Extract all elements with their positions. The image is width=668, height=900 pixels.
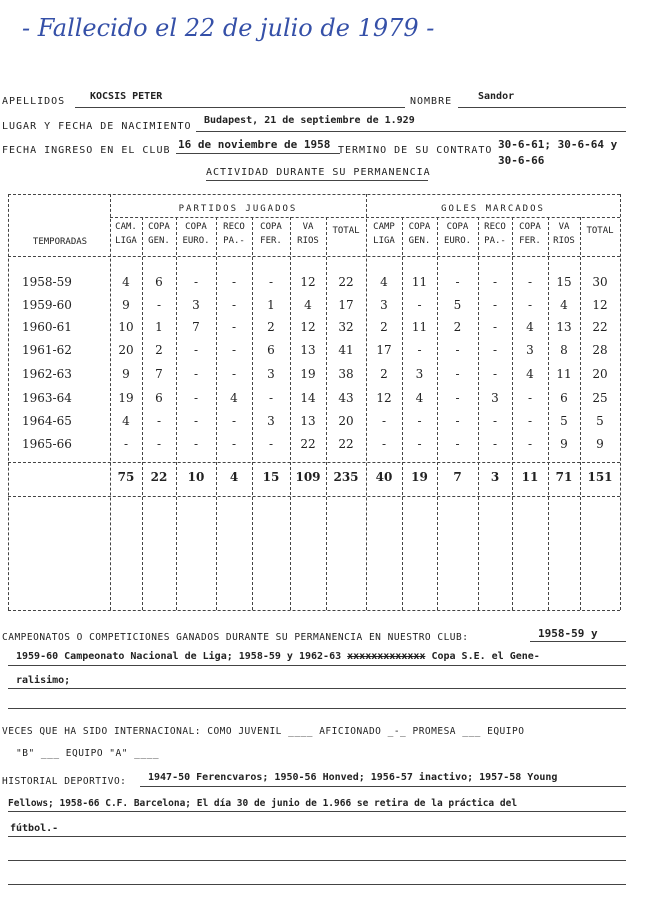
lugar-label: LUGAR Y FECHA DE NACIMIENTO [2, 121, 192, 132]
table-cell: - [527, 275, 533, 289]
column-header: CAM. LIGA [115, 222, 137, 246]
table-cell: - [492, 437, 498, 451]
column-header: COPA FER. [519, 222, 541, 246]
table-cell: 3 [192, 298, 200, 312]
column-header: VA RIOS [553, 222, 575, 246]
season-label: 1964-65 [22, 414, 72, 428]
table-cell: - [455, 391, 460, 405]
table-cell: 12 [376, 391, 392, 405]
table-cell: - [381, 414, 387, 428]
total-cell: 40 [375, 470, 393, 484]
total-cell: 7 [453, 470, 462, 484]
actividad-label: ACTIVIDAD DURANTE SU PERMANENCIA [206, 167, 431, 178]
table-cell: 11 [556, 367, 572, 381]
table-cell: 4 [526, 367, 534, 381]
partidos-header: PARTIDOS JUGADOS [178, 204, 298, 214]
total-cell: 22 [150, 470, 168, 484]
nombre-value: Sandor [478, 91, 515, 102]
table-cell: 38 [338, 367, 354, 381]
table-cell: 6 [560, 391, 568, 405]
table-cell: - [268, 391, 274, 405]
contrato-label: TERMINO DE SU CONTRATO [338, 145, 493, 156]
total-cell: 3 [490, 470, 500, 484]
table-cell: 4 [122, 275, 130, 289]
table-cell: - [417, 437, 422, 451]
lugar-value: Budapest, 21 de septiembre de 1.929 [204, 115, 415, 126]
column-header: VA RIOS [297, 222, 319, 246]
historial-label: HISTORIAL DEPORTIVO: [2, 776, 127, 787]
table-cell: - [417, 414, 422, 428]
column-header: TOTAL [332, 226, 360, 236]
table-cell: 2 [453, 320, 462, 334]
total-cell: 109 [295, 470, 321, 484]
table-cell: - [417, 298, 422, 312]
column-header: COPA EURO. [443, 222, 472, 246]
campeonatos-line3: ralisimo; [16, 675, 71, 686]
contrato-value-2: 30-6-66 [498, 154, 545, 167]
table-cell: - [268, 275, 274, 289]
table-cell: - [231, 298, 237, 312]
goles-header: GOLES MARCADOS [441, 204, 545, 214]
total-cell: 75 [117, 470, 135, 484]
table-cell: 19 [118, 391, 134, 405]
table-cell: 7 [192, 320, 200, 334]
table-cell: - [231, 275, 237, 289]
column-header: COPA EURO. [182, 222, 210, 246]
total-cell: 10 [187, 470, 205, 484]
season-label: 1958-59 [22, 275, 72, 289]
table-cell: - [527, 414, 533, 428]
nombre-label: NOMBRE [410, 96, 453, 107]
table-cell: 14 [300, 391, 316, 405]
table-cell: 5 [453, 298, 462, 312]
column-header: COPA GEN. [148, 222, 170, 246]
table-cell: - [527, 437, 533, 451]
table-cell: - [193, 367, 199, 381]
struck-text: xxxxxxxxxxxxx [347, 651, 426, 662]
table-cell: - [527, 391, 533, 405]
season-label: 1960-61 [22, 320, 72, 334]
table-cell: 9 [560, 437, 568, 451]
total-cell: 19 [411, 470, 428, 484]
table-cell: 12 [592, 298, 608, 312]
table-cell: - [193, 391, 199, 405]
table-cell: - [492, 343, 498, 357]
table-cell: - [231, 320, 237, 334]
historial-line3: fútbol.- [10, 823, 59, 834]
table-cell: - [231, 343, 237, 357]
column-header: COPA GEN. [408, 222, 431, 246]
handwritten-note: - Fallecido el 22 de julio de 1979 - [22, 14, 435, 42]
table-cell: - [492, 414, 498, 428]
table-cell: 9 [122, 367, 130, 381]
table-cell: 4 [526, 320, 534, 334]
season-label: 1961-62 [22, 343, 72, 357]
column-header: RECO PA.- [484, 222, 506, 246]
column-header: TOTAL [586, 226, 614, 236]
table-cell: - [156, 298, 162, 312]
table-cell: 20 [338, 414, 354, 428]
table-cell: 9 [122, 298, 130, 312]
table-cell: 4 [122, 414, 130, 428]
campeonatos-label: CAMPEONATOS O COMPETICIONES GANADOS DURANTE SU PERMANENCIA EN NUESTRO CLUB: [2, 632, 469, 643]
table-cell: 13 [300, 414, 316, 428]
total-cell: 235 [333, 470, 359, 484]
total-cell: 11 [521, 470, 539, 484]
table-cell: 11 [411, 275, 428, 289]
table-cell: 13 [556, 320, 572, 334]
ingreso-value: 16 de noviembre de 1958 [178, 138, 331, 151]
table-cell: 22 [592, 320, 608, 334]
table-cell: 4 [415, 391, 424, 405]
table-cell: 4 [380, 275, 388, 289]
table-cell: 30 [592, 275, 608, 289]
internacional-line2: "B" ___ EQUIPO "A" ____ [16, 748, 160, 759]
table-cell: 20 [592, 367, 608, 381]
table-cell: 15 [556, 275, 572, 289]
table-cell: 3 [491, 391, 499, 405]
table-cell: 17 [376, 343, 392, 357]
table-cell: - [268, 437, 274, 451]
table-cell: 1 [267, 298, 275, 312]
total-cell: 4 [229, 470, 239, 484]
table-cell: 6 [155, 391, 163, 405]
table-cell: - [193, 414, 199, 428]
table-cell: 3 [526, 343, 534, 357]
internacional-line1: VECES QUE HA SIDO INTERNACIONAL: COMO JUVENIL ____ AFICIONADO _-_ PROMESA ___ EQUIPO [2, 726, 525, 737]
table-cell: 3 [267, 367, 275, 381]
column-header: RECO PA.- [223, 222, 245, 246]
table-cell: - [455, 414, 460, 428]
table-cell: 12 [300, 275, 316, 289]
table-cell: - [231, 367, 237, 381]
table-cell: 4 [560, 298, 568, 312]
table-cell: - [492, 320, 498, 334]
total-cell: 71 [555, 470, 573, 484]
table-cell: 11 [411, 320, 428, 334]
table-cell: 22 [300, 437, 316, 451]
table-cell: 4 [230, 391, 238, 405]
season-label: 1963-64 [22, 391, 72, 405]
table-cell: - [231, 414, 237, 428]
table-cell: - [193, 343, 199, 357]
season-label: 1965-66 [22, 437, 72, 451]
table-cell: - [492, 367, 498, 381]
table-cell: 5 [596, 414, 604, 428]
table-cell: 12 [300, 320, 316, 334]
table-cell: 28 [592, 343, 608, 357]
table-cell: 19 [300, 367, 316, 381]
table-cell: - [193, 275, 199, 289]
table-cell: - [527, 298, 533, 312]
table-cell: 41 [338, 343, 354, 357]
table-cell: - [417, 343, 422, 357]
table-cell: 6 [155, 275, 163, 289]
ingreso-label: FECHA INGRESO EN EL CLUB [2, 145, 171, 156]
table-cell: - [455, 343, 460, 357]
table-cell: 2 [380, 367, 388, 381]
total-cell: 15 [262, 470, 280, 484]
table-cell: 4 [304, 298, 312, 312]
table-cell: - [455, 275, 460, 289]
apellidos-value: KOCSIS PETER [90, 91, 163, 102]
table-cell: 2 [380, 320, 388, 334]
table-cell: 2 [155, 343, 163, 357]
table-cell: 2 [267, 320, 275, 334]
season-label: 1962-63 [22, 367, 72, 381]
table-cell: 17 [338, 298, 354, 312]
table-cell: - [381, 437, 387, 451]
table-cell: 8 [560, 343, 568, 357]
column-header: COPA FER. [260, 222, 282, 246]
table-cell: - [492, 275, 498, 289]
table-cell: 25 [592, 391, 608, 405]
campeonatos-line2: 1959-60 Campeonato Nacional de Liga; 1958-59 y 1962-63 xxxxxxxxxxxxx Copa S.E. el Gene- [16, 651, 540, 662]
historial-line1: 1947-50 Ferencvaros; 1950-56 Honved; 1956-57 inactivo; 1957-58 Young [148, 772, 558, 783]
table-cell: - [193, 437, 199, 451]
table-cell: 20 [118, 343, 134, 357]
table-cell: - [231, 437, 237, 451]
table-cell: - [123, 437, 129, 451]
apellidos-label: APELLIDOS [2, 96, 66, 107]
table-cell: 3 [380, 298, 388, 312]
table-cell: - [455, 367, 460, 381]
table-cell: 6 [267, 343, 275, 357]
table-cell: 22 [338, 437, 354, 451]
table-cell: 3 [415, 367, 424, 381]
campeonatos-line1-value: 1958-59 y [538, 627, 598, 640]
table-cell: - [455, 437, 460, 451]
table-cell: 3 [267, 414, 275, 428]
table-cell: - [156, 414, 162, 428]
table-cell: 7 [155, 367, 163, 381]
table-cell: 1 [155, 320, 163, 334]
column-header: CAMP LIGA [373, 222, 395, 246]
table-cell: 10 [118, 320, 134, 334]
historial-line2: Fellows; 1958-66 C.F. Barcelona; El día 30 de junio de 1.966 se retira de la práctica del [8, 798, 518, 809]
contrato-value: 30-6-61; 30-6-64 y [498, 138, 618, 151]
table-cell: 32 [338, 320, 354, 334]
temporadas-header: TEMPORADAS [32, 237, 88, 247]
table-cell: 43 [338, 391, 354, 405]
table-cell: 13 [300, 343, 316, 357]
table-cell: - [156, 437, 162, 451]
table-cell: 22 [338, 275, 354, 289]
total-cell: 151 [587, 470, 613, 484]
table-cell: 9 [596, 437, 604, 451]
season-label: 1959-60 [22, 298, 72, 312]
table-cell: - [492, 298, 498, 312]
table-cell: 5 [560, 414, 568, 428]
